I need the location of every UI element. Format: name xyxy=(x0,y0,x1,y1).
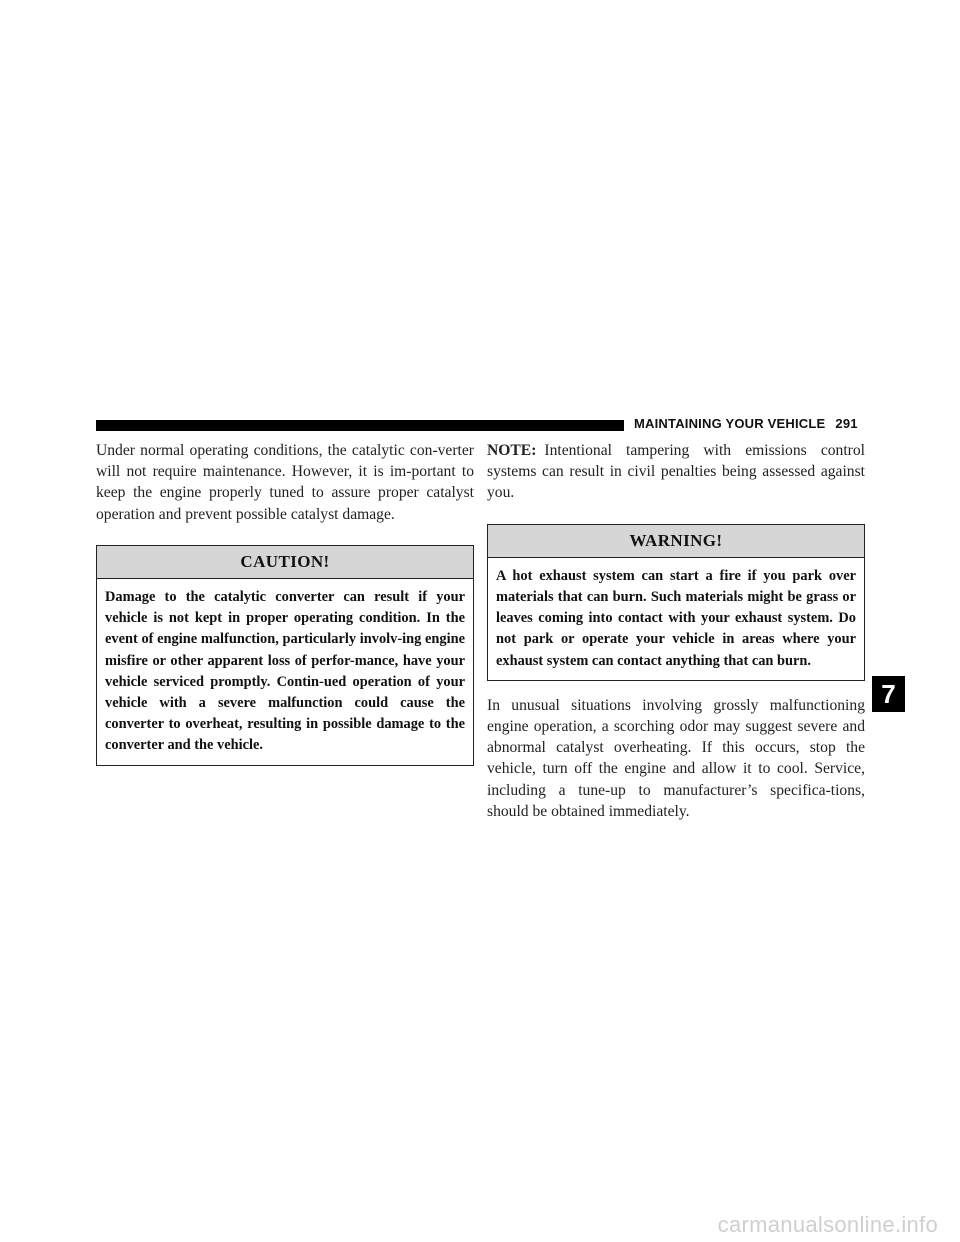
note-paragraph xyxy=(487,440,865,504)
running-header xyxy=(634,416,858,431)
intro-paragraph: Under normal operating conditions, the catalytic con-verter will not require maintenance. However, it is im-portant to keep the engine properly tuned to assure proper catalyst operation and prevent possible catalyst damage. xyxy=(96,442,474,523)
warning-body: A hot exhaust system can start a fire if you park over materials that can burn. Such materials might be grass or leaves coming into contact with your exhaust system. Do not park or operate your vehicle in areas where your exhaust system can contact anything that can burn. xyxy=(496,567,856,669)
left-column xyxy=(96,440,474,766)
header-rule xyxy=(96,420,624,431)
caution-box xyxy=(96,545,474,766)
warning-title: WARNING! xyxy=(488,525,864,558)
chapter-tab: 7 xyxy=(872,676,905,712)
warning-box xyxy=(487,524,865,681)
page-number: 291 xyxy=(835,416,858,431)
note-label: NOTE: xyxy=(487,442,537,459)
caution-title: CAUTION! xyxy=(97,546,473,579)
section-title: MAINTAINING YOUR VEHICLE xyxy=(634,416,826,431)
right-column xyxy=(487,440,865,822)
watermark-text: carmanualsonline.info xyxy=(717,1212,938,1237)
caution-body: Damage to the catalytic converter can result if your vehicle is not kept in proper operating condition. In the event of engine malfunction, particularly involv-ing engine misfire or other apparent loss of perfor-mance, have your vehicle serviced promptly. Contin-ued operation of your vehicle with a severe malfunction could cause the converter to overheat, resulting in possible damage to the converter and the vehicle. xyxy=(105,589,465,754)
note-text: Intentional tampering with emissions control systems can result in civil penalties being assessed against you. xyxy=(487,442,865,502)
closing-paragraph: In unusual situations involving grossly malfunctioning engine operation, a scorching odor may suggest severe and abnormal catalyst overheating. If this occurs, stop the vehicle, turn off the engine and allow it to cool. Service, including a tune-up to manufacturer’s specifica-tions, should be obtained immediately. xyxy=(487,696,865,820)
